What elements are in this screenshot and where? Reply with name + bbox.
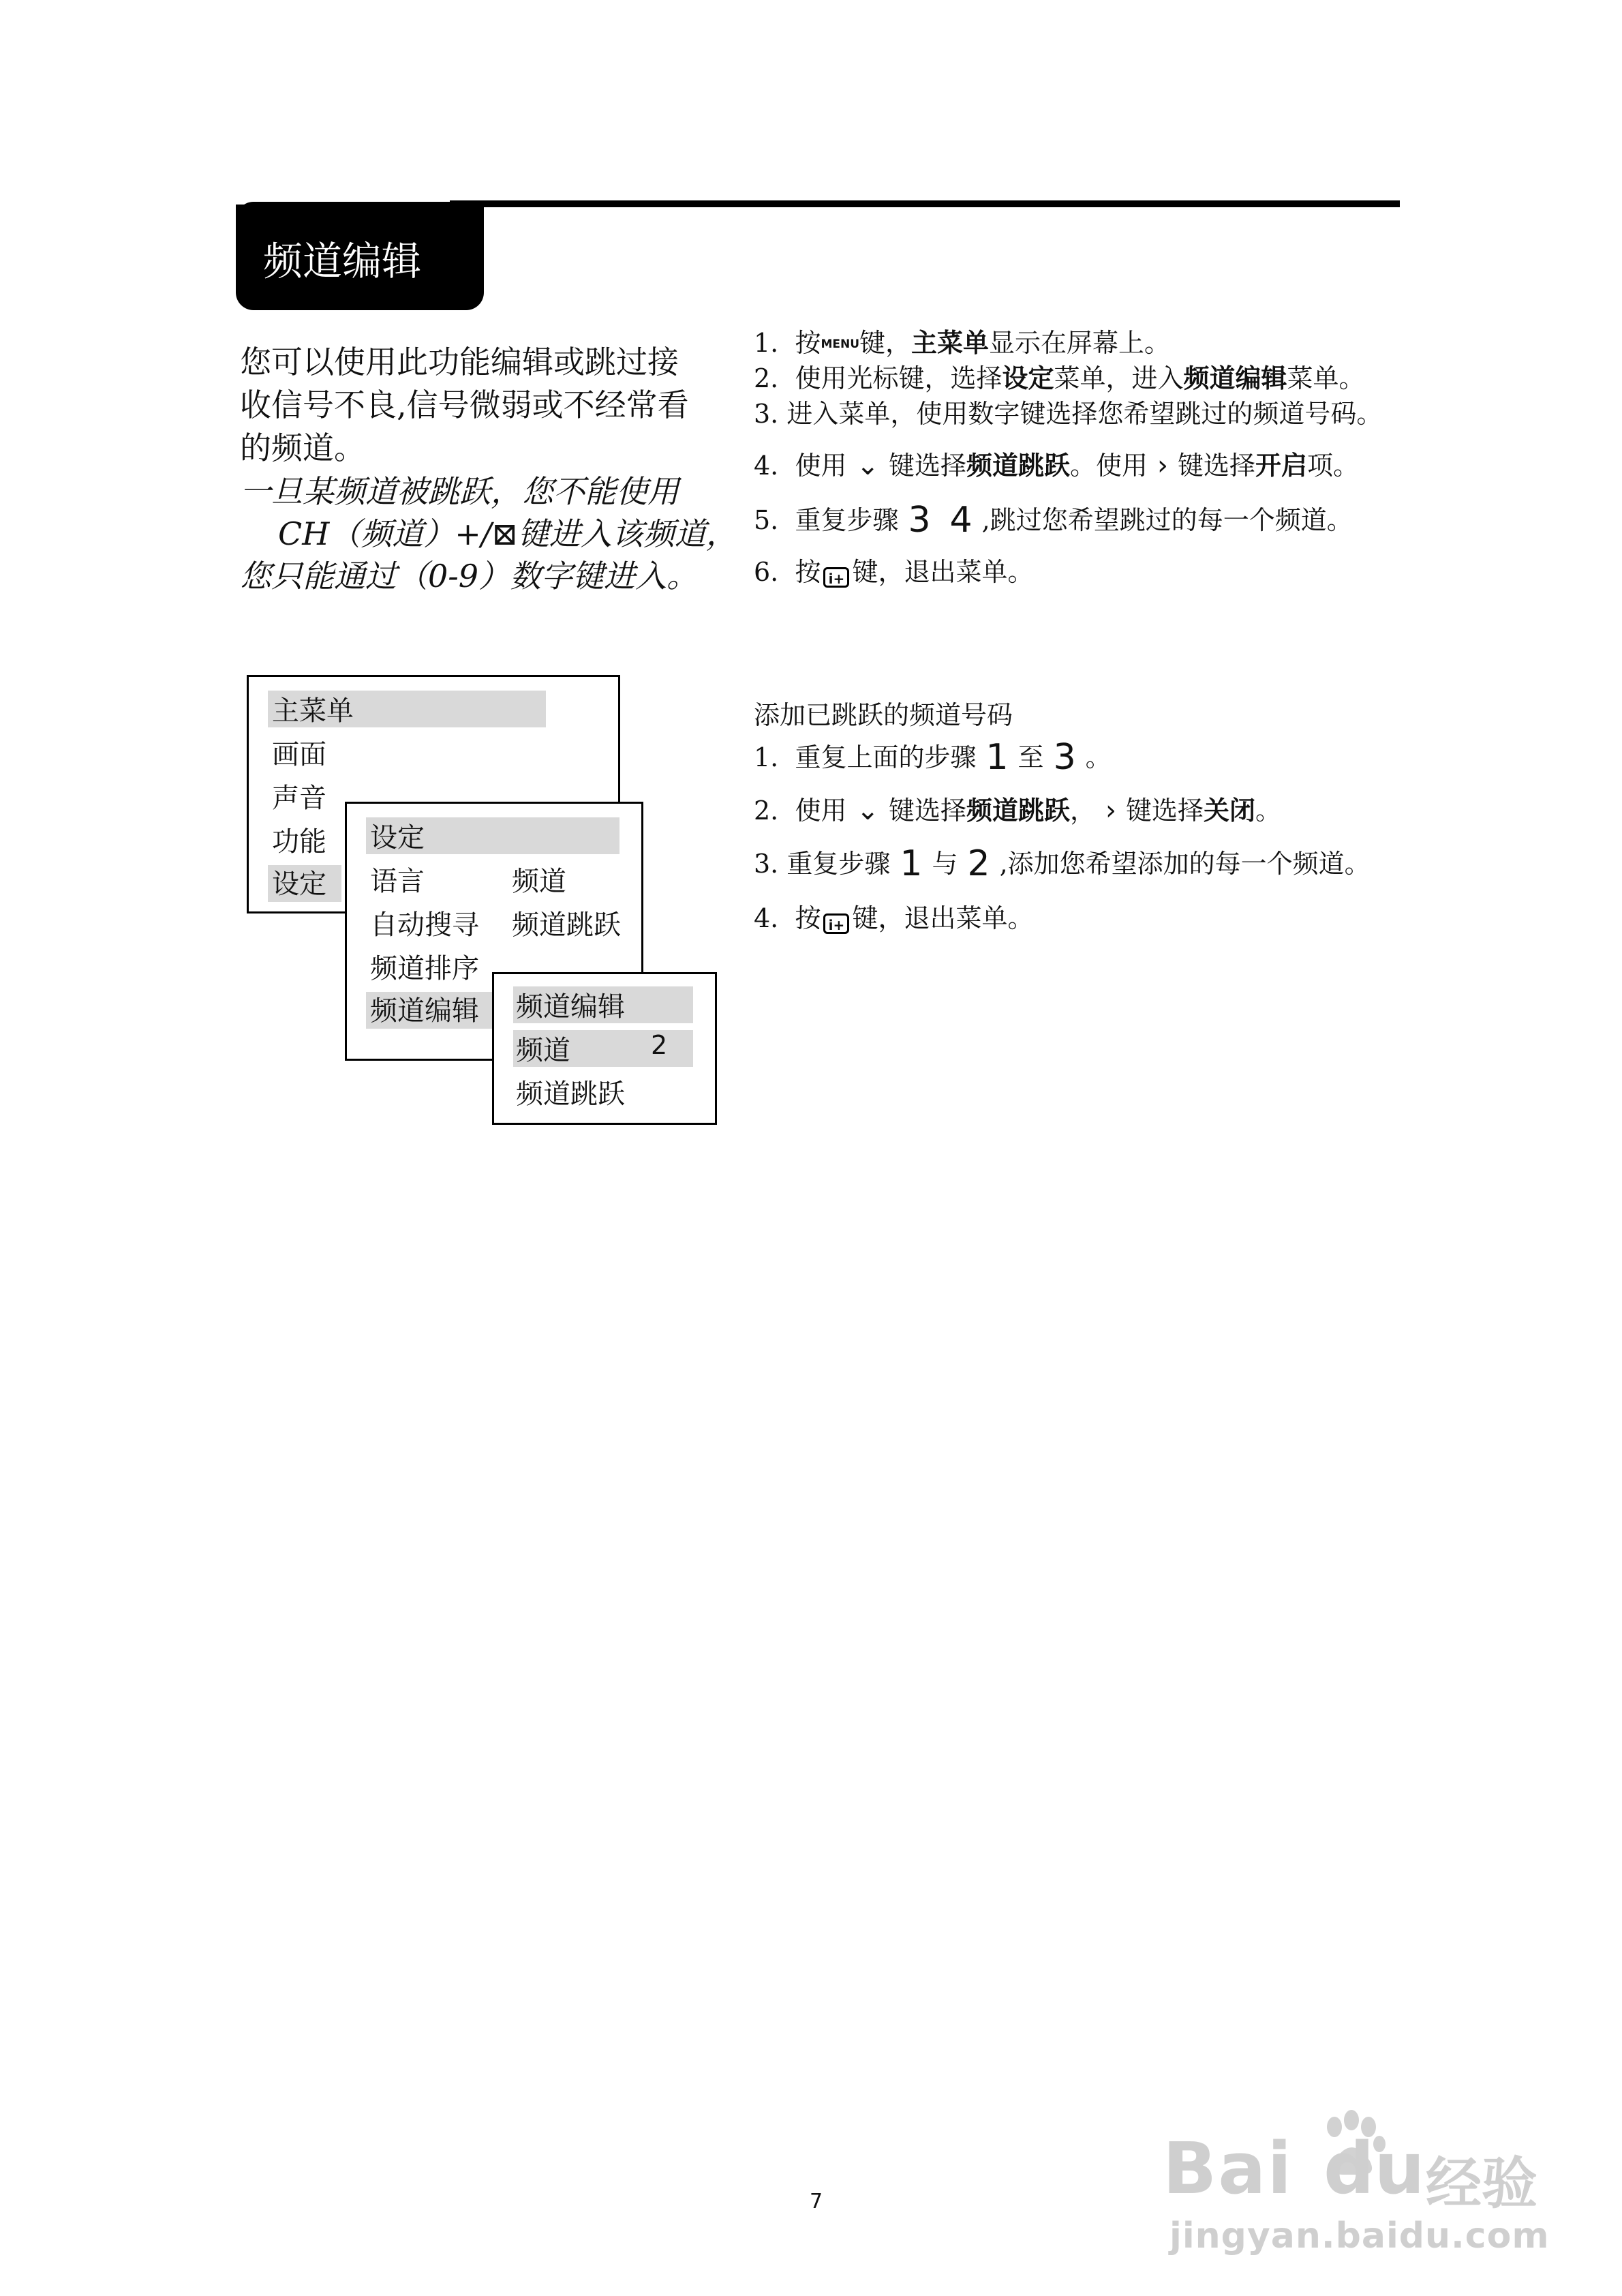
header-rule: [450, 200, 1400, 207]
step-number: 5.: [754, 505, 779, 535]
step-keyword: 开启: [1255, 450, 1308, 481]
step-text: 键，: [859, 328, 912, 358]
watermark-brand-du: du: [1323, 2127, 1425, 2210]
step-text: 项。: [1307, 451, 1360, 481]
step-text: 键，退出菜单。: [852, 557, 1034, 587]
step-4: [754, 444, 1359, 482]
step-text: 重复步骤: [795, 505, 899, 535]
step-text: ，: [1070, 796, 1097, 826]
step-text: 显示在屏幕上。: [989, 328, 1171, 358]
step-text: ,跳过您希望跳过的每一个频道。: [981, 505, 1353, 535]
page-number: 7: [810, 2190, 823, 2214]
setup-menu-option: 频道跳跃: [512, 909, 621, 941]
step-text: 使用: [795, 451, 847, 481]
step-2: [754, 357, 1365, 395]
note-line: 一旦某频道被跳跃，您不能使用: [240, 473, 679, 510]
step-text: 。使用: [1070, 451, 1148, 481]
add-step-4: [754, 897, 1033, 935]
step-number: 6.: [754, 557, 779, 587]
step-number: 4.: [754, 903, 779, 933]
step-text: 。: [1085, 742, 1112, 772]
step-text: 使用光标键，选择: [795, 363, 1003, 393]
step-text: 按: [795, 557, 821, 587]
step-text: 键选择: [888, 451, 966, 481]
intro-line: 收信号不良,信号微弱或不经常看: [240, 387, 689, 423]
step-text: 键选择: [888, 796, 966, 826]
step-3: [754, 393, 1382, 430]
step-number: 1.: [754, 328, 779, 358]
step-number: 3.: [754, 849, 779, 879]
note-line: 您只能通过（0-9）数字键进入。: [240, 558, 699, 594]
step-keyword: 频道跳跃: [966, 450, 1070, 481]
step-keyword: 频道跳跃: [966, 795, 1070, 826]
channel-row-label: 频道: [516, 1035, 570, 1066]
skip-note: [240, 470, 744, 597]
info-key-icon: i+: [823, 567, 849, 588]
step-number: 3.: [754, 399, 779, 429]
step-text: 重复上面的步骤: [795, 742, 977, 772]
note-line: CH（频道）+/⊠键进入该频道，: [278, 515, 737, 552]
setup-menu-option: 频道: [512, 866, 566, 897]
watermark-brand-part: Bai: [1163, 2127, 1294, 2210]
step-text: 使用: [795, 796, 847, 826]
setup-menu-item: 自动搜寻: [370, 909, 479, 941]
setup-menu-item-selected: 频道编辑: [370, 995, 479, 1027]
section-title-tab: [236, 205, 484, 310]
channel-skip-item: 频道跳跃: [516, 1078, 625, 1110]
intro-paragraph: [240, 341, 731, 470]
main-menu-title: 主菜单: [272, 695, 354, 727]
main-menu-item-selected: 设定: [272, 868, 326, 900]
step-number: 1.: [754, 742, 779, 772]
chevron-right-icon: ›: [1105, 795, 1117, 826]
step-number: 4.: [754, 451, 779, 481]
step-keyword: 主菜单: [911, 327, 990, 358]
channel-edit-menu-panel: [492, 972, 717, 1125]
channel-row-value: 2: [651, 1030, 668, 1060]
add-step-1: [754, 736, 1112, 778]
section-title: 频道编辑: [263, 237, 422, 284]
chevron-down-icon: ⌄: [856, 795, 879, 826]
menu-key-label: MENU: [821, 337, 860, 351]
step-text: 按: [795, 903, 821, 933]
chevron-down-icon: ⌄: [856, 450, 879, 481]
step-text: 菜单。: [1287, 363, 1365, 393]
chevron-right-icon: ›: [1157, 450, 1169, 481]
setup-menu-item: 频道排序: [370, 953, 479, 984]
add-section-heading: 添加已跳跃的频道号码: [754, 700, 1013, 730]
watermark-cn: 经验: [1426, 2151, 1538, 2216]
step-text: 。: [1255, 796, 1282, 826]
step-ref-digit: 2: [967, 843, 990, 884]
watermark-brand: [1163, 2127, 1293, 2210]
step-text: ,添加您希望添加的每一个频道。: [999, 849, 1371, 879]
step-5: [754, 499, 1353, 541]
step-6: [754, 551, 1033, 588]
step-text: 键选择: [1126, 796, 1204, 826]
step-number: 2.: [754, 363, 779, 393]
step-text: 键选择: [1178, 451, 1256, 481]
step-text: 按: [795, 328, 821, 358]
step-keyword: 关闭: [1204, 795, 1256, 826]
step-ref-digit: 3: [908, 500, 931, 541]
main-menu-item: 画面: [272, 739, 326, 770]
step-text: 进入菜单，使用数字键选择您希望跳过的频道号码。: [786, 399, 1383, 429]
step-ref-digit: 4: [949, 500, 973, 541]
step-text: 键，退出菜单。: [852, 903, 1034, 933]
step-keyword: 设定: [1002, 363, 1054, 393]
watermark-url: jingyan.baidu.com: [1169, 2216, 1550, 2256]
step-text: 至: [1017, 742, 1044, 772]
baidu-watermark: [1163, 2106, 1550, 2263]
add-step-2: [754, 789, 1281, 827]
step-text: 菜单，进入: [1054, 363, 1184, 393]
step-keyword: 频道编辑: [1183, 363, 1287, 393]
main-menu-item: 功能: [272, 826, 326, 858]
step-ref-digit: 3: [1053, 737, 1076, 778]
step-1: [754, 322, 1170, 359]
setup-menu-item: 语言: [370, 866, 425, 897]
intro-line: 的频道。: [240, 429, 365, 466]
step-text: 与: [932, 849, 958, 879]
step-ref-digit: 1: [985, 737, 1009, 778]
add-step-3: [754, 843, 1371, 884]
step-number: 2.: [754, 796, 779, 826]
step-ref-digit: 1: [900, 843, 923, 884]
main-menu-item: 声音: [272, 783, 326, 814]
info-key-icon: i+: [823, 913, 849, 934]
setup-menu-title: 设定: [370, 822, 425, 854]
channel-edit-title: 频道编辑: [516, 991, 625, 1023]
intro-line: 您可以使用此功能编辑或跳过接: [240, 344, 679, 380]
step-text: 重复步骤: [786, 849, 891, 879]
